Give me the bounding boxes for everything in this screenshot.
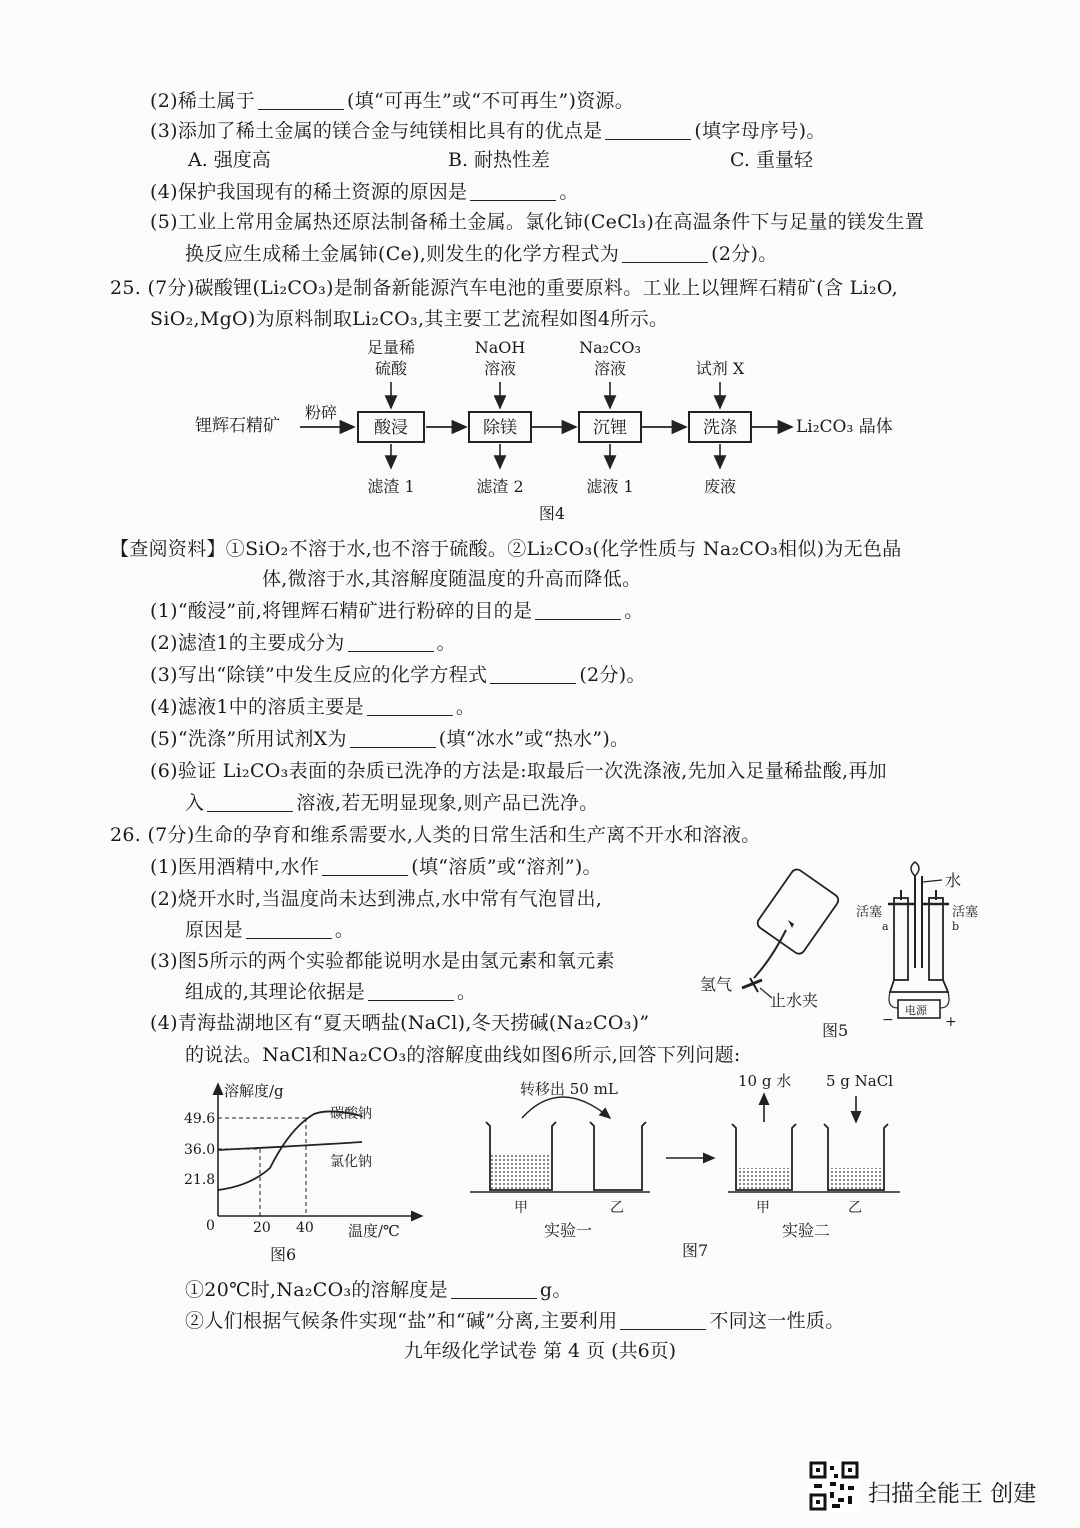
beaker-yi-2: 乙 xyxy=(848,1200,862,1216)
series-nacl: 氯化钠 xyxy=(330,1154,372,1170)
tube-a-label: a xyxy=(882,920,889,933)
q26-sub1: ①20℃时,Na₂CO₃的溶解度是 g。 xyxy=(185,1279,572,1301)
q25-part3: (3)写出“除镁”中发生反应的化学方程式 (2分)。 xyxy=(150,664,646,686)
flow-input-4a: 试剂 X xyxy=(695,359,745,378)
q26-part2-line1: (2)烧开水时,当温度尚未达到沸点,水中常有气泡冒出, xyxy=(150,888,603,910)
flow-diagram-fig4 xyxy=(0,330,1080,530)
q26-part4-line1: (4)青海盐湖地区有“夏天晒盐(NaCl),冬天捞碱(Na₂CO₃)” xyxy=(150,1012,650,1034)
q25-info-line2: 体,微溶于水,其溶解度随温度的升高而降低。 xyxy=(262,568,642,590)
flow-step-3: 沉锂 xyxy=(593,418,627,438)
flow-step-1: 酸浸 xyxy=(374,418,408,438)
answer-blank[interactable] xyxy=(246,920,332,939)
answer-blank[interactable] xyxy=(322,857,408,876)
power-label: 电源 xyxy=(905,1004,927,1017)
tube-b-label: b xyxy=(952,920,960,933)
q24-part4: (4)保护我国现有的稀土资源的原因是 。 xyxy=(150,181,579,203)
option-b: B. 耐热性差 xyxy=(448,149,551,171)
y-tick-36.0: 36.0 xyxy=(184,1142,216,1158)
beaker-yi-1: 乙 xyxy=(610,1200,624,1216)
solubility-chart-fig6 xyxy=(184,1078,430,1268)
answer-blank[interactable] xyxy=(207,793,293,812)
flow-end: Li₂CO₃ 晶体 xyxy=(796,417,893,437)
na2co3-curve xyxy=(218,1111,362,1190)
y-axis-label: 溶解度/g xyxy=(224,1082,284,1100)
flow-input-2a: NaOH xyxy=(474,338,526,357)
fig5-caption: 图5 xyxy=(822,1021,849,1040)
q25-part5: (5)“洗涤”所用试剂X为 (填“冰水”或“热水”)。 xyxy=(150,728,630,750)
flow-input-1a: 足量稀 xyxy=(366,338,416,357)
fig7-caption: 图7 xyxy=(682,1241,709,1260)
q26-part2-line2: 原因是 。 xyxy=(185,919,355,941)
answer-blank[interactable] xyxy=(622,244,708,263)
q24-part5-line1: (5)工业上常用金属热还原法制备稀土金属。氯化铈(CeCl₃)在高温条件下与足量的镁发生置 xyxy=(150,211,925,233)
q25-intro-line1: 25. (7分)碳酸锂(Li₂CO₃)是制备新能源汽车电池的重要原料。工业上以锂辉石精矿(含 Li₂O, xyxy=(110,277,898,299)
fig4-caption: 图4 xyxy=(538,504,566,523)
water-label: 水 xyxy=(945,871,962,890)
q25-part6-line1: (6)验证 Li₂CO₃表面的杂质已洗净的方法是:取最后一次洗涤液,先加入足量稀盐酸,再加 xyxy=(150,760,887,782)
answer-blank[interactable] xyxy=(348,633,434,652)
q25-intro-line2: SiO₂,MgO)为原料制取Li₂CO₃,其主要工艺流程如图4所示。 xyxy=(150,308,669,330)
flow-start: 锂辉石精矿 xyxy=(195,416,280,436)
x-tick-40: 40 xyxy=(296,1220,314,1236)
flow-output-4: 废液 xyxy=(703,477,737,496)
flow-output-3: 滤液 1 xyxy=(586,477,634,496)
flow-output-2: 滤渣 2 xyxy=(476,477,524,496)
exp2-label: 实验二 xyxy=(782,1221,831,1240)
answer-blank[interactable] xyxy=(368,982,454,1001)
flow-step-2: 除镁 xyxy=(483,418,517,438)
flow-step-4: 洗涤 xyxy=(703,418,737,438)
clamp-label: 止水夹 xyxy=(770,991,819,1010)
flow-input-1b: 硫酸 xyxy=(374,359,408,378)
q24-part3: (3)添加了稀土金属的镁合金与纯镁相比具有的优点是 (填字母序号)。 xyxy=(150,120,826,142)
q25-part4: (4)滤液1中的溶质主要是 。 xyxy=(150,696,476,718)
q25-part2: (2)滤渣1的主要成分为 。 xyxy=(150,632,456,654)
answer-blank[interactable] xyxy=(451,1280,537,1299)
q26-part3-line2: 组成的,其理论依据是 。 xyxy=(185,981,477,1003)
answer-blank[interactable] xyxy=(620,1311,706,1330)
answer-blank[interactable] xyxy=(470,182,556,201)
option-c: C. 重量轻 xyxy=(730,149,813,171)
beaker-jia-2: 甲 xyxy=(756,1200,770,1216)
flow-arrow-label: 粉碎 xyxy=(305,403,338,422)
answer-blank[interactable] xyxy=(490,665,576,684)
series-na2co3: 碳酸钠 xyxy=(330,1106,372,1122)
plus-label: + xyxy=(945,1014,957,1030)
minus-label: − xyxy=(882,1012,894,1028)
answer-blank[interactable] xyxy=(258,91,344,110)
valve-right-label: 活塞 xyxy=(952,905,979,920)
answer-blank[interactable] xyxy=(350,729,436,748)
q25-info-line1: 【查阅资料】①SiO₂不溶于水,也不溶于硫酸。②Li₂CO₃(化学性质与 Na₂CO₃相似)为无色晶 xyxy=(110,538,902,560)
answer-blank[interactable] xyxy=(535,601,621,620)
x-tick-20: 20 xyxy=(253,1220,271,1236)
x-tick-0: 0 xyxy=(206,1218,215,1234)
flow-input-3a: Na₂CO₃ xyxy=(579,338,641,357)
q26-part1: (1)医用酒精中,水作 (填“溶质”或“溶剂”)。 xyxy=(150,856,602,878)
q24-part2: (2)稀土属于 (填“可再生”或“不可再生”)资源。 xyxy=(150,90,635,112)
x-axis-label: 温度/℃ xyxy=(348,1222,400,1240)
flow-output-1: 滤渣 1 xyxy=(367,477,415,496)
scanner-brand: 扫描全能王 创建 xyxy=(868,1481,1037,1507)
exp1-label: 实验一 xyxy=(544,1221,593,1240)
page-footer: 九年级化学试卷 第 4 页 (共6页) xyxy=(403,1340,677,1362)
valve-left-label: 活塞 xyxy=(856,905,883,920)
q26-intro: 26. (7分)生命的孕育和维系需要水,人类的日常生活和生产离不开水和溶液。 xyxy=(110,824,761,846)
nacl-curve xyxy=(218,1142,362,1150)
flow-input-2b: 溶液 xyxy=(483,359,517,378)
experiment-fig7 xyxy=(470,1070,920,1270)
apparatus-fig5 xyxy=(690,858,990,1048)
transfer-label: 转移出 50 mL xyxy=(520,1080,618,1098)
answer-blank[interactable] xyxy=(605,121,691,140)
y-tick-49.6: 49.6 xyxy=(184,1111,216,1127)
y-tick-21.8: 21.8 xyxy=(184,1172,216,1188)
q26-sub2: ②人们根据气候条件实现“盐”和“碱”分离,主要利用 不同这一性质。 xyxy=(185,1310,845,1332)
q26-part4-line2: 的说法。NaCl和Na₂CO₃的溶解度曲线如图6所示,回答下列问题: xyxy=(185,1044,741,1066)
water-out-label: 10 g 水 xyxy=(738,1072,792,1090)
q26-part3-line1: (3)图5所示的两个实验都能说明水是由氢元素和氧元素 xyxy=(150,950,615,972)
q25-part1: (1)“酸浸”前,将锂辉石精矿进行粉碎的目的是 。 xyxy=(150,600,644,622)
qr-code-icon xyxy=(808,1460,860,1512)
answer-blank[interactable] xyxy=(367,697,453,716)
flow-input-3b: 溶液 xyxy=(593,359,627,378)
hydrogen-label: 氢气 xyxy=(700,975,733,994)
nacl-in-label: 5 g NaCl xyxy=(826,1072,894,1090)
option-a: A. 强度高 xyxy=(188,149,271,171)
fig6-caption: 图6 xyxy=(270,1245,297,1264)
beaker-jia-1: 甲 xyxy=(514,1200,528,1216)
q24-part5-line2: 换反应生成稀土金属铈(Ce),则发生的化学方程式为 (2分)。 xyxy=(185,243,778,265)
q25-part6-line2: 入 溶液,若无明显现象,则产品已洗净。 xyxy=(185,792,599,814)
